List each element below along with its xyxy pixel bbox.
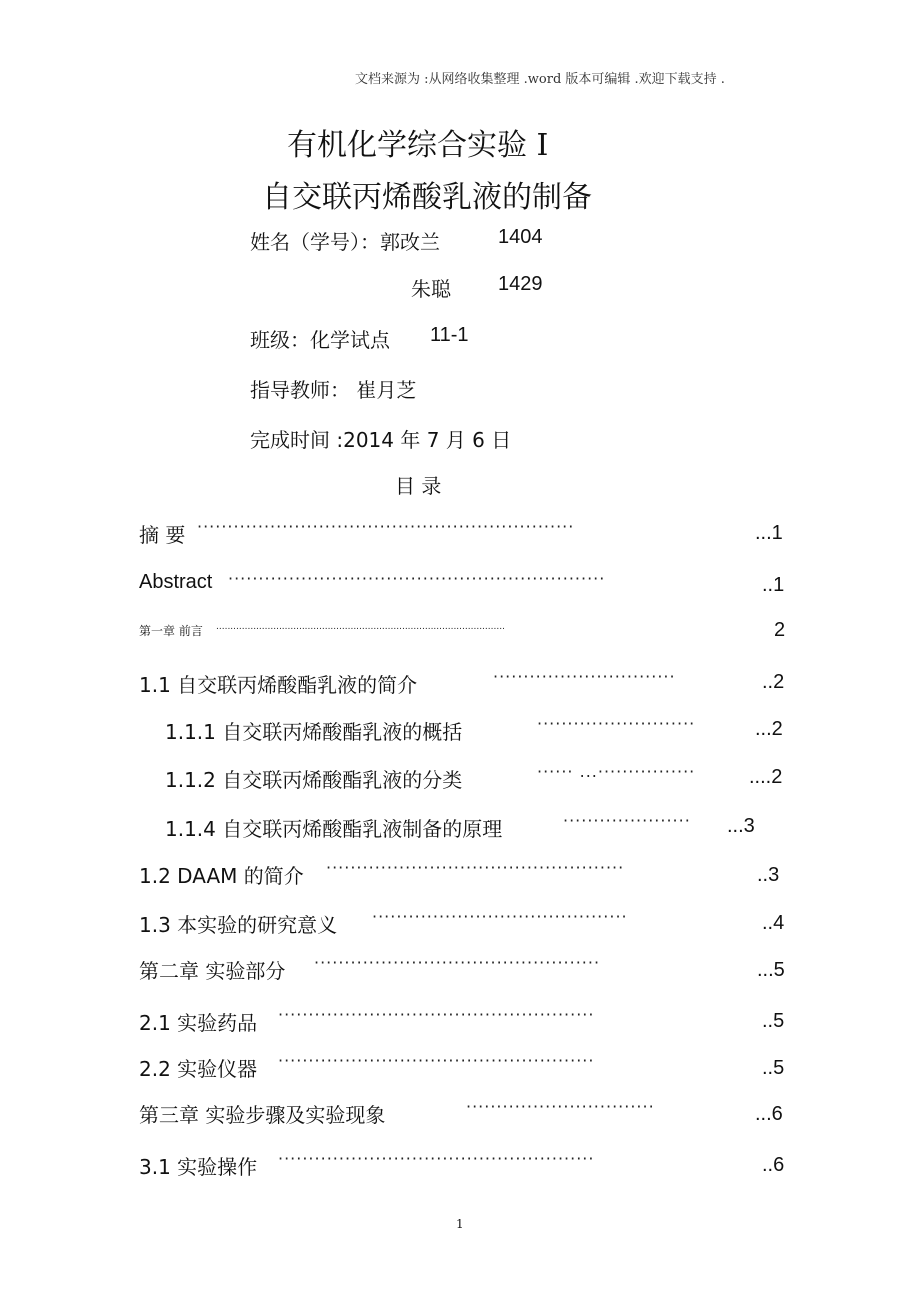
toc-leader-dots: .....................................................................................................: [216, 622, 505, 632]
toc-entry-page: ...3: [727, 815, 755, 837]
toc-leader-dots: ······························································: [228, 569, 606, 588]
toc-entry-page: ...1: [755, 522, 783, 544]
toc-entry-label: 2.2 实验仪器: [139, 1057, 258, 1081]
document-title-line1: 有机化学综合实验 Ⅰ: [287, 128, 549, 163]
toc-entry-page: ..2: [762, 671, 785, 693]
toc-leader-dots: ···············································: [314, 953, 601, 972]
class-value: 11-1: [430, 324, 469, 346]
toc-entry-label: 2.1 实验药品: [139, 1011, 258, 1035]
student-name-label: 姓名（学号）：郭改兰: [250, 230, 440, 254]
student-id-1: 1404: [498, 226, 543, 248]
toc-entry-page: ...5: [757, 959, 785, 981]
toc-entry-label: 1.1.1 自交联丙烯酸酯乳液的概括: [165, 720, 463, 744]
toc-leader-dots: ······························································: [197, 517, 575, 536]
toc-entry-page: ..1: [762, 574, 785, 596]
toc-leader-dots: ······ ...················: [537, 762, 696, 781]
page-number: 1: [456, 1217, 464, 1231]
document-title-line2: 自交联丙烯酸乳液的制备: [262, 180, 592, 215]
toc-entry-page: ..4: [762, 912, 785, 934]
toc-heading: 目 录: [395, 474, 442, 498]
toc-entry-label: 第一章 前言: [139, 624, 203, 638]
teacher-line: 指导教师： 崔月芝: [250, 378, 417, 402]
toc-entry-page: ..3: [757, 864, 780, 886]
toc-entry-label: 第三章 实验步骤及实验现象: [139, 1103, 386, 1127]
toc-entry-label: 1.1 自交联丙烯酸酯乳液的简介: [139, 673, 418, 697]
header-note: 文档来源为 :从网络收集整理 .word 版本可编辑 .欢迎下载支持 .: [355, 72, 725, 87]
toc-entry-label: 1.1.4 自交联丙烯酸酯乳液制备的原理: [165, 817, 503, 841]
toc-entry-page: ...6: [755, 1103, 783, 1125]
completion-date: 完成时间 :2014 年 7 月 6 日: [250, 428, 512, 452]
toc-entry-label: 第二章 实验部分: [139, 959, 286, 983]
toc-leader-dots: ··························: [537, 714, 696, 733]
toc-leader-dots: ··········································: [372, 907, 628, 926]
toc-entry-page: ....2: [749, 766, 783, 788]
toc-leader-dots: ····················································: [278, 1005, 595, 1024]
class-label: 班级：化学试点: [250, 328, 390, 352]
toc-leader-dots: ····················································: [278, 1051, 595, 1070]
toc-entry-page: ..5: [762, 1057, 785, 1079]
toc-leader-dots: ·················································: [326, 858, 625, 877]
toc-entry-page: 2: [774, 619, 786, 641]
toc-entry-label: 摘 要: [139, 523, 186, 547]
toc-entry-label: Abstract: [139, 571, 213, 593]
student-name-2: 朱聪: [411, 277, 451, 301]
toc-entry-page: ...2: [755, 718, 783, 740]
toc-entry-page: ..6: [762, 1154, 785, 1176]
toc-leader-dots: ·······························: [466, 1097, 655, 1116]
toc-entry-page: ..5: [762, 1010, 785, 1032]
toc-entry-label: 1.1.2 自交联丙烯酸酯乳液的分类: [165, 768, 463, 792]
toc-leader-dots: ····················································: [278, 1149, 595, 1168]
toc-entry-label: 1.2 DAAM 的简介: [139, 864, 304, 888]
toc-entry-label: 1.3 本实验的研究意义: [139, 913, 338, 937]
toc-leader-dots: ······························: [493, 667, 676, 686]
toc-entry-label: 3.1 实验操作: [139, 1155, 258, 1179]
student-id-2: 1429: [498, 273, 543, 295]
toc-leader-dots: ·····················: [563, 811, 691, 830]
